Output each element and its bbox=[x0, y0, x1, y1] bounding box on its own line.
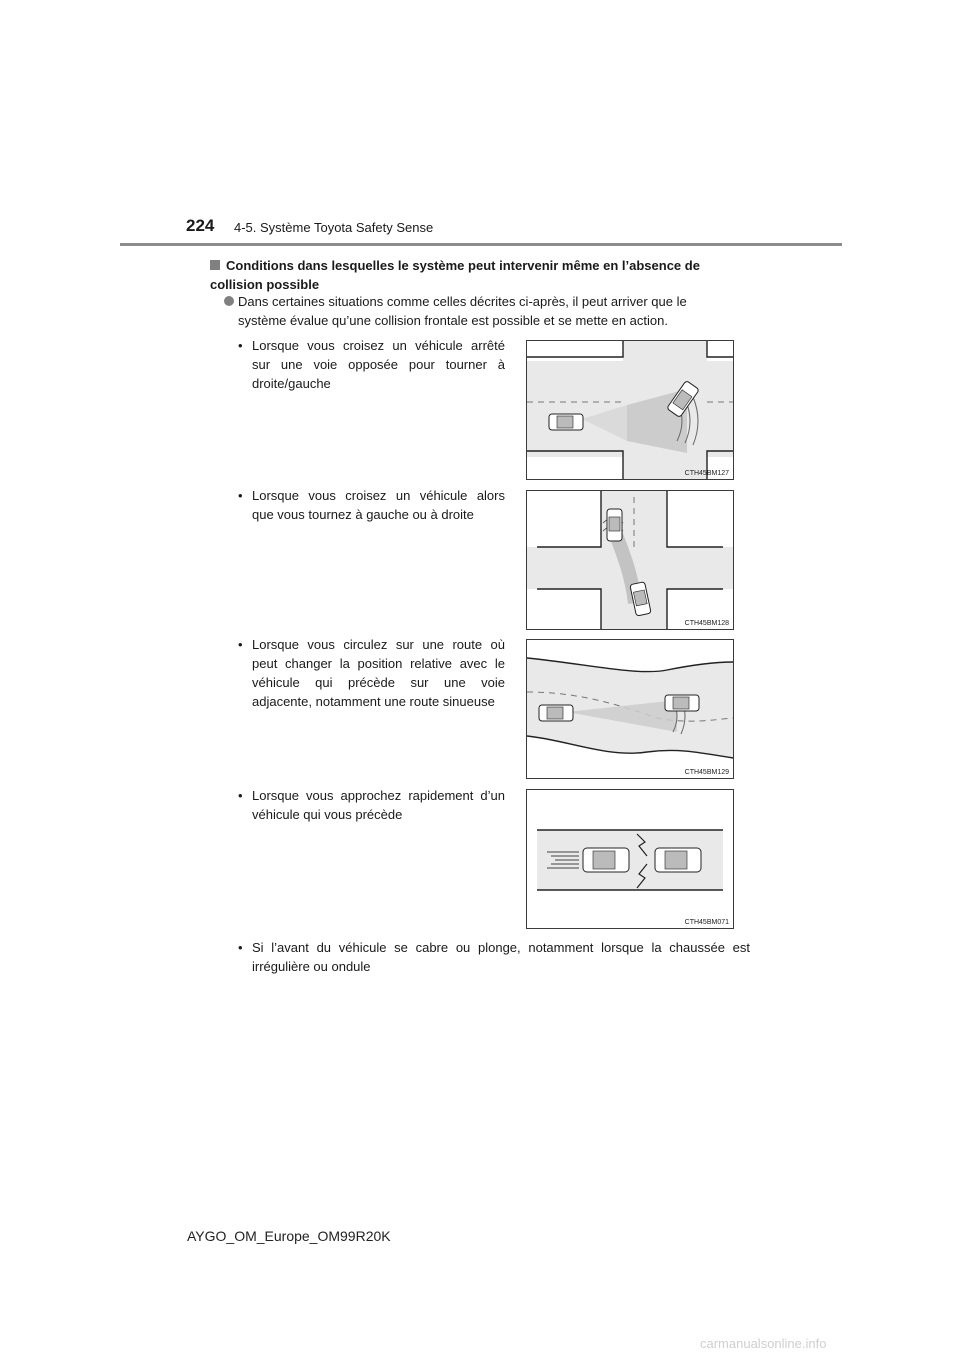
item-line: que vous tournez à gauche ou à droite bbox=[252, 507, 474, 522]
figure-code: CTH45BM128 bbox=[684, 620, 729, 627]
header-divider bbox=[120, 243, 842, 246]
bullet-icon: • bbox=[238, 788, 243, 803]
intro-paragraph bbox=[224, 292, 750, 330]
item-line: véhicule qui précède sur une voie bbox=[252, 675, 505, 690]
page-number: 224 bbox=[186, 216, 215, 235]
item-line: sur une voie opposée pour tourner à bbox=[252, 357, 505, 372]
intersection-oncoming-turn-diagram bbox=[527, 341, 733, 479]
list-item bbox=[238, 786, 505, 824]
figure-code: CTH45BM071 bbox=[684, 919, 729, 926]
figure-intersection-oncoming-turn bbox=[526, 340, 734, 480]
item-line: véhicule qui vous précède bbox=[252, 807, 403, 822]
item-line: adjacente, notamment une route sinueuse bbox=[252, 694, 495, 709]
watermark: carmanualsonline.info bbox=[700, 1336, 827, 1351]
subsection-heading bbox=[210, 256, 750, 294]
section-title: 4-5. Système Toyota Safety Sense bbox=[234, 220, 434, 235]
item-line: Lorsque vous circulez sur une route où bbox=[252, 637, 505, 652]
item-line: irrégulière ou ondule bbox=[252, 959, 371, 974]
figure-intersection-turning bbox=[526, 490, 734, 630]
item-line: droite/gauche bbox=[252, 376, 331, 391]
rapid-approach-diagram bbox=[527, 790, 733, 928]
document-id: AYGO_OM_Europe_OM99R20K bbox=[187, 1228, 391, 1244]
bullet-icon: • bbox=[238, 637, 243, 652]
item-line: Lorsque vous croisez un véhicule arrêté bbox=[252, 338, 505, 353]
item-line: Si l’avant du véhicule se cabre ou plonge, notamment lorsque la chaussée est bbox=[252, 940, 750, 955]
round-bullet-icon bbox=[224, 296, 234, 306]
figure-code: CTH45BM127 bbox=[684, 470, 729, 477]
bullet-icon: • bbox=[238, 488, 243, 503]
figure-code: CTH45BM129 bbox=[684, 769, 729, 776]
item-line: peut changer la position relative avec le bbox=[252, 656, 505, 671]
list-item bbox=[238, 336, 505, 393]
figure-winding-road bbox=[526, 639, 734, 779]
winding-road-diagram bbox=[527, 640, 733, 778]
list-item bbox=[238, 486, 505, 524]
figure-rapid-approach bbox=[526, 789, 734, 929]
item-line: Lorsque vous croisez un véhicule alors bbox=[252, 488, 505, 503]
bullet-icon: • bbox=[238, 940, 243, 955]
list-item bbox=[238, 635, 505, 711]
heading-line-1: Conditions dans lesquelles le système peut intervenir même en l’absence de bbox=[226, 258, 700, 273]
intro-line-2: système évalue qu’une collision frontale est possible et se mette en action. bbox=[238, 313, 668, 328]
list-item bbox=[238, 938, 750, 976]
heading-line-2: collision possible bbox=[210, 277, 320, 292]
intersection-turning-diagram bbox=[527, 491, 733, 629]
bullet-icon: • bbox=[238, 338, 243, 353]
item-line: Lorsque vous approchez rapidement d’un bbox=[252, 788, 505, 803]
intro-line-1: Dans certaines situations comme celles décrites ci-après, il peut arriver que le bbox=[238, 294, 687, 309]
square-bullet-icon bbox=[210, 260, 220, 270]
